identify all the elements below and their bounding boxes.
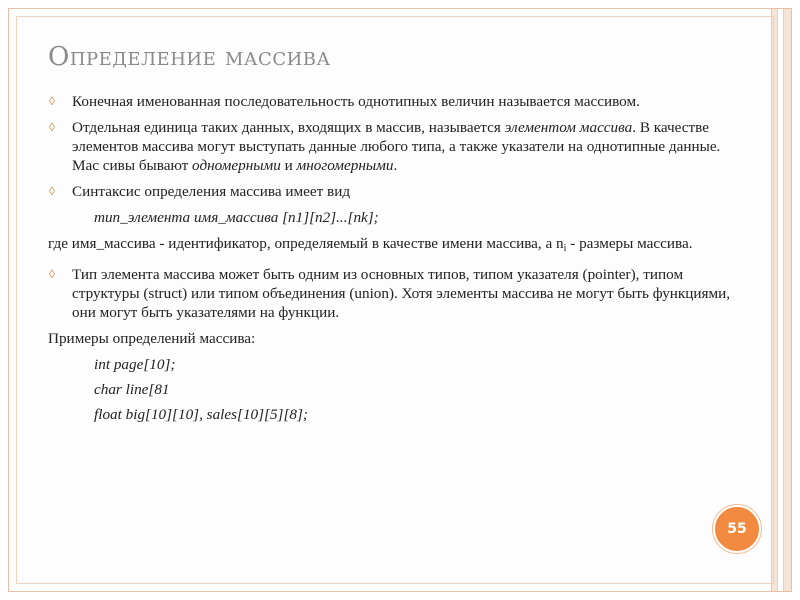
bullet-icon: ◊ — [49, 184, 55, 198]
subscript: i — [563, 243, 567, 254]
paragraph-text: - размеры массива. — [566, 235, 693, 252]
bullet-icon: ◊ — [49, 94, 55, 108]
page-number-badge: 55 — [713, 505, 761, 553]
bullet-item — [48, 118, 738, 175]
where-paragraph — [48, 234, 738, 258]
bullet-item — [48, 92, 738, 111]
syntax-line: тип_элемента имя_массива [n1][n2]...[nk]; — [94, 209, 379, 226]
code-example: float big[10][10], sales[10][5][8]; — [94, 406, 308, 423]
paragraph-text: где имя_массива - идентификатор, определяемый в качестве имени массива, а n — [48, 235, 564, 252]
slide-content — [48, 92, 738, 430]
bullet-text: . В качестве элементов массива могут выступать данные любого типа, а также указатели на однотипные данные. Мас сивы бывают — [72, 119, 721, 174]
examples-label: Примеры определений массива: — [48, 330, 256, 347]
decorative-side-stripe — [777, 9, 784, 591]
code-example: char line[81 — [94, 381, 170, 398]
bullet-icon: ◊ — [49, 120, 55, 134]
emphasis-term: элементом массива — [504, 119, 633, 136]
slide-title: Определение массива — [48, 42, 331, 72]
bullet-text: Тип элемента массива может быть одним из основных типов, типом указателя (pointer), типом структуры (struct) или типом объединения (union). Хотя элементы массива не могут быть функциями, они могут быть указателями на функции. — [72, 266, 731, 321]
bullet-icon: ◊ — [49, 267, 55, 281]
bullet-text: и — [280, 157, 297, 174]
bullet-item — [48, 265, 738, 322]
emphasis-term: одномерными — [192, 157, 281, 174]
code-example: int page[10]; — [94, 356, 176, 373]
bullet-text: Синтаксис определения массива имеет вид — [72, 183, 351, 200]
bullet-item — [48, 182, 738, 201]
code-examples — [48, 355, 738, 424]
decorative-side-band — [771, 9, 791, 591]
emphasis-term: многомерными — [296, 157, 394, 174]
bullet-text: Отдельная единица таких данных, входящих в массив, называется — [72, 119, 505, 136]
bullet-text: . — [393, 157, 398, 174]
bullet-text: Конечная именованная последовательность однотипных величин называется массивом. — [72, 93, 640, 110]
